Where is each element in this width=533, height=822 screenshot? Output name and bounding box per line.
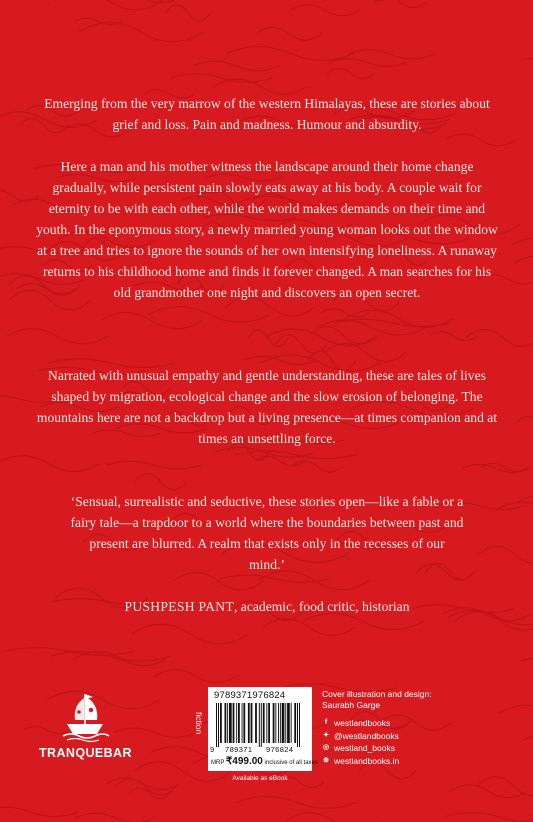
- barcode-bar: [297, 703, 298, 747]
- social-instagram[interactable]: [322, 742, 512, 755]
- social-facebook[interactable]: [322, 717, 512, 730]
- barcode-bar: [285, 703, 286, 743]
- blurb-paragraph-3: Narrated with unusual empathy and gentle understanding, these are tales of lives shaped by migration, ecological change and the slow erosion of belonging. The mountains here are not a backdrop but a living presence—at times companion and at times an unsettling force.: [36, 368, 498, 446]
- barcode-digits-left: 789371: [225, 745, 253, 754]
- genre-label: fiction: [194, 712, 204, 735]
- barcode-bar: [259, 703, 260, 747]
- social-website[interactable]: [322, 755, 512, 768]
- barcode-bar: [238, 703, 240, 743]
- publisher-logo: [39, 686, 131, 760]
- endorsement-author: PUSHPESH PANT: [124, 599, 234, 614]
- social-twitter[interactable]: [322, 730, 512, 743]
- social-label: westlandbooks.in: [334, 755, 400, 766]
- barcode-bar: [291, 703, 292, 743]
- facebook-icon: f: [324, 719, 328, 727]
- barcode-bar: [275, 703, 276, 743]
- barcode-bar: [299, 703, 300, 747]
- publisher-imprint: TRANQUEBAR: [39, 746, 132, 760]
- barcode-bar: [251, 703, 253, 743]
- barcode-bar: [278, 703, 279, 743]
- barcode-bar: [218, 703, 219, 747]
- social-label: westlandbooks: [334, 718, 391, 729]
- social-links: [322, 717, 512, 767]
- barcode-bar: [268, 703, 270, 743]
- barcode-bar: [261, 703, 262, 747]
- twitter-icon: ✦: [323, 731, 329, 739]
- endorsement-author-role: , academic, food critic, historian: [234, 599, 410, 614]
- barcode-bar: [273, 703, 275, 743]
- barcode-bar: [243, 703, 245, 743]
- blurb-paragraph-2: Here a man and his mother witness the landscape around their home change gradually, while persistent pain slowly eats away at his body. A couple wait for eternity to be with each other, while the world makes demands on their time and youth. In the eponymous story, a newly married young woman looks out the window at a tree and tries to ignore the sounds of her own intensifying loneliness. A runaway returns to his childhood home and finds it forever changed. A man searches for his old grandmother one night and discovers an open secret.: [36, 159, 498, 300]
- social-label: @westlandbooks: [334, 730, 399, 741]
- cover-credits: [322, 689, 502, 711]
- tax-note: inclusive of all taxes: [264, 760, 318, 766]
- ebook-note: Available as eBook: [232, 775, 288, 782]
- endorsement-quote: ‘Sensual, surrealistic and seductive, these stories open—like a fable or a fairy tale—a trapdoor to a world where the boundaries between past and present are blurred. A realm that exists only in the recesses of our mind.’: [70, 494, 464, 572]
- barcode-bar: [227, 703, 228, 743]
- barcode-bar: [236, 703, 237, 743]
- barcode-image: [214, 703, 306, 747]
- barcode-bar: [216, 703, 217, 747]
- blurb-paragraph-1: Emerging from the very marrow of the western Himalayas, these are stories about grief and loss. Pain and madness. Humour and absurdity.: [44, 96, 490, 132]
- price-value: ₹499.00: [225, 756, 263, 767]
- price-line: [211, 756, 318, 767]
- barcode-bar: [282, 703, 285, 743]
- barcode-bar: [263, 703, 265, 743]
- barcode-bar: [229, 703, 232, 743]
- barcode-bar: [233, 703, 235, 743]
- barcode-digits-right: 976824: [266, 745, 294, 754]
- credits-line-1: Cover illustration and design:: [322, 689, 432, 699]
- barcode-bar: [255, 703, 257, 743]
- credits-line-2: Saurabh Garge: [322, 700, 381, 710]
- barcode-bar: [266, 703, 267, 743]
- barcode-bar: [220, 703, 222, 743]
- barcode-bar: [242, 703, 243, 743]
- instagram-icon: ◎: [322, 744, 330, 752]
- endorsement-attribution: [70, 599, 464, 615]
- web-icon: ⊕: [323, 756, 329, 764]
- barcode-digit-first: 9: [210, 745, 215, 754]
- barcode-bar: [280, 703, 281, 743]
- barcode-bar: [248, 703, 250, 743]
- barcode-bar: [287, 703, 290, 743]
- isbn-number: 9789371976824: [214, 690, 286, 701]
- barcode-bar: [225, 703, 227, 743]
- mrp-label: MRP: [211, 760, 225, 766]
- barcode-panel: [208, 687, 318, 771]
- social-label: westland_books: [334, 743, 395, 754]
- barcode-bar: [294, 703, 296, 743]
- ship-icon: [55, 686, 115, 744]
